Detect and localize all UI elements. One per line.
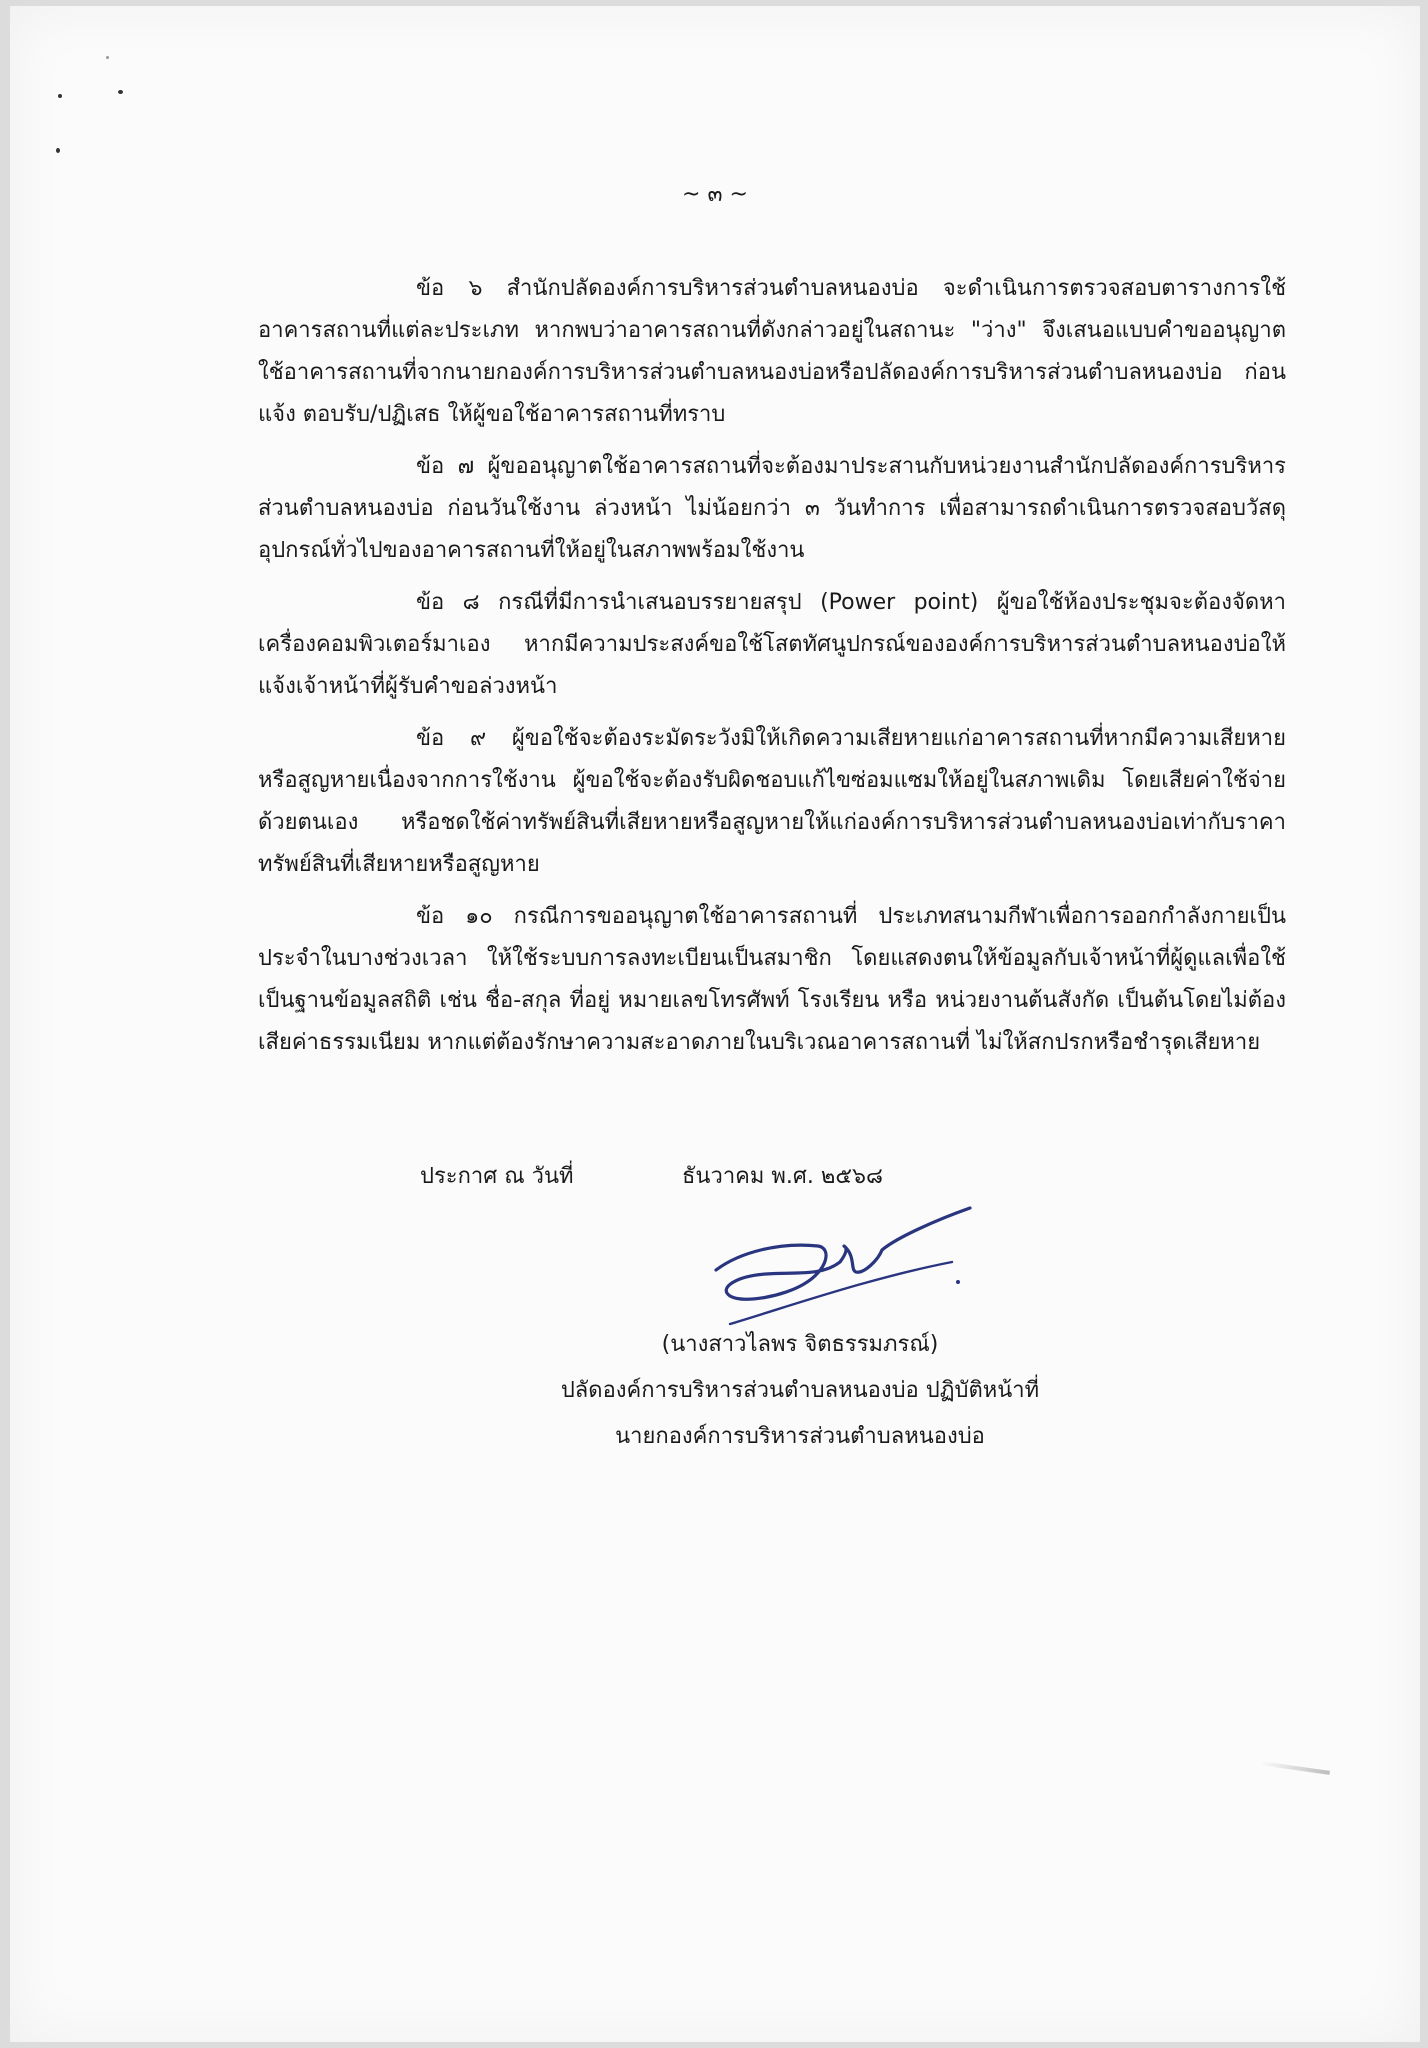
signature-block bbox=[530, 1322, 1070, 1460]
clause-6: ข้อ ๖ สำนักปลัดองค์การบริหารส่วนตำบลหนองบ่อ จะดำเนินการตรวจสอบตารางการใช้อาคารสถานที่แต่ละประเภท หากพบว่าอาคารสถานที่ดังกล่าวอยู่ในสถานะ "ว่าง" จึงเสนอแบบคำขออนุญาตใช้อาคารสถานที่จากนายกองค์การบริหารส่วนตำบลหนองบ่อหรือปลัดองค์การบริหารส่วนตำบลหนองบ่อ ก่อนแจ้ง ตอบรับ/ปฏิเสธ ให้ผู้ขอใช้อาคารสถานที่ทราบ bbox=[258, 276, 1286, 427]
body-text bbox=[258, 268, 1286, 1074]
scan-smudge bbox=[1260, 1761, 1330, 1775]
dust-speck bbox=[118, 90, 123, 94]
announce-label: ประกาศ ณ วันที่ bbox=[420, 1164, 574, 1189]
clause-9: ข้อ ๙ ผู้ขอใช้จะต้องระมัดระวังมิให้เกิดความเสียหายแก่อาคารสถานที่หากมีความเสียหายหรือสูญหายเนื่องจากการใช้งาน ผู้ขอใช้จะต้องรับผิดชอบแก้ไขซ่อมแซมให้อยู่ในสภาพเดิม โดยเสียค่าใช้จ่ายด้วยตนเอง หรือชดใช้ค่าทรัพย์สินที่เสียหายหรือสูญหายให้แก่องค์การบริหารส่วนตำบลหนองบ่อเท่ากับราคาทรัพย์สินที่เสียหายหรือสูญหาย bbox=[258, 726, 1286, 877]
dust-speck bbox=[58, 94, 62, 98]
dust-speck bbox=[56, 148, 60, 153]
signer-position-line-2: นายกองค์การบริหารส่วนตำบลหนองบ่อ bbox=[615, 1424, 985, 1449]
clause-8: ข้อ ๘ กรณีที่มีการนำเสนอบรรยายสรุป (Power point) ผู้ขอใช้ห้องประชุมจะต้องจัดหาเครื่องคอมพิวเตอร์มาเอง หากมีความประสงค์ขอใช้โสตทัศนูปกรณ์ขององค์การบริหารส่วนตำบลหนองบ่อให้แจ้งเจ้าหน้าที่ผู้รับคำขอล่วงหน้า bbox=[258, 590, 1286, 699]
page-number: ~ ๓ ~ bbox=[682, 182, 748, 207]
handwritten-signature bbox=[700, 1196, 980, 1326]
announce-month-year: ธันวาคม พ.ศ. ๒๕๖๘ bbox=[682, 1164, 883, 1189]
dust-speck bbox=[106, 56, 109, 59]
signer-name: (นางสาวไลพร จิตธรรมภรณ์) bbox=[661, 1332, 939, 1357]
document-page bbox=[10, 6, 1420, 2042]
announcement-date bbox=[420, 1158, 1020, 1193]
signer-position-line-1: ปลัดองค์การบริหารส่วนตำบลหนองบ่อ ปฏิบัติหน้าที่ bbox=[560, 1378, 1040, 1403]
clause-10: ข้อ ๑๐ กรณีการขออนุญาตใช้อาคารสถานที่ ประเภทสนามกีฬาเพื่อการออกกำลังกายเป็นประจำในบางช่วงเวลา ให้ใช้ระบบการลงทะเบียนเป็นสมาชิก โดยแสดงตนให้ข้อมูลกับเจ้าหน้าที่ผู้ดูแลเพื่อใช้เป็นฐานข้อมูลสถิติ เช่น ชื่อ-สกุล ที่อยู่ หมายเลขโทรศัพท์ โรงเรียน หรือ หน่วยงานต้นสังกัด เป็นต้นโดยไม่ต้องเสียค่าธรรมเนียม หากแต่ต้องรักษาความสะอาดภายในบริเวณอาคารสถานที่ ไม่ให้สกปรกหรือชำรุดเสียหาย bbox=[258, 904, 1286, 1055]
clause-7: ข้อ ๗ ผู้ขออนุญาตใช้อาคารสถานที่จะต้องมาประสานกับหน่วยงานสำนักปลัดองค์การบริหารส่วนตำบลหนองบ่อ ก่อนวันใช้งาน ล่วงหน้า ไม่น้อยกว่า ๓ วันทำการ เพื่อสามารถดำเนินการตรวจสอบวัสดุอุปกรณ์ทั่วไปของอาคารสถานที่ให้อยู่ในสภาพพร้อมใช้งาน bbox=[258, 454, 1286, 563]
